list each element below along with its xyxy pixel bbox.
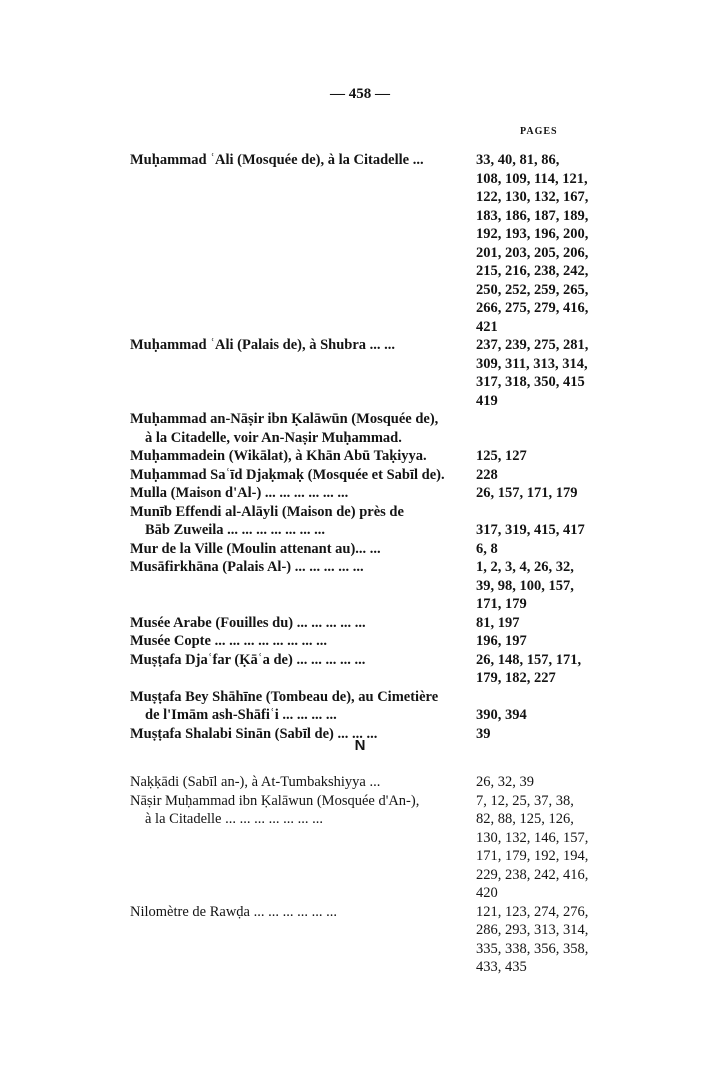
index-line (0, 170, 720, 189)
index-entry (0, 484, 720, 503)
index-page-refs: 196, 197 (476, 633, 527, 649)
index-entry (0, 792, 720, 903)
index-page-refs: 39, 98, 100, 157, (476, 577, 574, 594)
index-entry (0, 447, 720, 466)
index-term: Musée Copte ... ... ... ... ... ... ... ... (130, 633, 327, 649)
index-page-refs: 229, 238, 242, 416, (476, 866, 589, 883)
index-line (0, 503, 720, 522)
index-line (0, 706, 720, 725)
index-page-refs: 39 (476, 725, 491, 742)
index-page-refs: 26, 148, 157, 171, (476, 651, 582, 668)
index-term: Muḥammadein (Wikālat), à Khān Abū Taḳiyya. (130, 448, 427, 464)
index-term: Nilomètre de Rawḍa ... ... ... ... ... ... (130, 903, 337, 920)
index-page-refs: 82, 88, 125, 126, (476, 811, 574, 827)
index-line (0, 429, 720, 448)
index-line (0, 632, 720, 651)
index-term: Musée Arabe (Fouilles du) ... ... ... ... ... (130, 614, 366, 631)
index-line (0, 262, 720, 281)
index-line (0, 466, 720, 485)
index-term: Nāṣir Muḥammad ibn Ḳalāwun (Mosquée d'An-), (130, 792, 420, 809)
index-page-refs: 1, 2, 3, 4, 26, 32, (476, 559, 574, 575)
index-term: à la Citadelle, voir An-Naṣir Muḥammad. (145, 429, 402, 446)
index-line (0, 829, 720, 848)
index-line (0, 651, 720, 670)
index-entry (0, 540, 720, 559)
index-line (0, 940, 720, 959)
pages-column-header: PAGES (520, 126, 558, 137)
index-page-refs: 228 (476, 466, 498, 483)
index-line (0, 669, 720, 688)
index-line (0, 558, 720, 577)
index-line (0, 884, 720, 903)
index-line (0, 336, 720, 355)
index-line (0, 792, 720, 811)
index-page-refs: 237, 239, 275, 281, (476, 337, 589, 353)
index-entry (0, 773, 720, 792)
index-line (0, 921, 720, 940)
index-page-refs: 108, 109, 114, 121, (476, 170, 588, 187)
index-entry (0, 688, 720, 725)
index-term: Bāb Zuweila ... ... ... ... ... ... ... (145, 522, 326, 538)
index-line (0, 447, 720, 466)
index-line (0, 392, 720, 411)
index-page-refs: 317, 319, 415, 417 (476, 522, 585, 538)
index-line (0, 903, 720, 922)
index-page-refs: 183, 186, 187, 189, (476, 207, 589, 224)
index-page-refs: 6, 8 (476, 540, 498, 557)
index-term: à la Citadelle ... ... ... ... ... ... ... (145, 811, 323, 827)
index-entry (0, 614, 720, 633)
index-page-refs: 419 (476, 392, 498, 409)
index-term: Muṣṭafa Djaʿfar (Ḳāʿa de) ... ... ... ... ... (130, 651, 366, 668)
index-entry (0, 151, 720, 336)
index-page-refs: 179, 182, 227 (476, 670, 556, 686)
index-line (0, 299, 720, 318)
index-line (0, 595, 720, 614)
index-line (0, 614, 720, 633)
index-line (0, 521, 720, 540)
index-page-refs: 7, 12, 25, 37, 38, (476, 792, 574, 809)
section-letter-n: N (354, 737, 366, 754)
index-line (0, 207, 720, 226)
index-entry (0, 336, 720, 410)
index-entry (0, 503, 720, 540)
index-term: Mur de la Ville (Moulin attenant au)... ... (130, 540, 381, 557)
index-term: Musāfirkhāna (Palais Al-) ... ... ... ... ... (130, 559, 364, 575)
index-entry (0, 903, 720, 977)
page-number: — 458 — (330, 86, 390, 102)
index-page-refs: 250, 252, 259, 265, (476, 281, 589, 298)
index-term: Muḥammad Saʿīd Djaḳmaḳ (Mosquée et Sabīl de). (130, 466, 445, 483)
index-page-refs: 286, 293, 313, 314, (476, 922, 589, 938)
index-line (0, 958, 720, 977)
index-page-refs: 125, 127 (476, 448, 527, 464)
index-line (0, 773, 720, 792)
index-page-refs: 26, 32, 39 (476, 774, 534, 790)
index-line (0, 318, 720, 337)
index-line (0, 244, 720, 263)
index-page-refs: 26, 157, 171, 179 (476, 485, 578, 501)
index-page-refs: 335, 338, 356, 358, (476, 940, 589, 957)
index-page-refs: 81, 197 (476, 614, 520, 631)
index-term: Muḥammad ʿAli (Palais de), à Shubra ... ... (130, 337, 396, 353)
index-line (0, 225, 720, 244)
index-page-refs: 121, 123, 274, 276, (476, 903, 589, 920)
index-line (0, 847, 720, 866)
index-page-refs: 33, 40, 81, 86, (476, 152, 560, 168)
index-entry (0, 558, 720, 614)
index-line (0, 373, 720, 392)
index-line (0, 355, 720, 374)
index-page-refs: 122, 130, 132, 167, (476, 189, 589, 205)
index-term: Munīb Effendi al-Alāyli (Maison de) près de (130, 503, 404, 520)
index-page-refs: 171, 179, 192, 194, (476, 848, 589, 864)
index-page-refs: 130, 132, 146, 157, (476, 829, 589, 846)
index-line (0, 540, 720, 559)
index-term: de l'Imām ash-Shāfiʿi ... ... ... ... (145, 707, 337, 723)
index-page-refs: 420 (476, 885, 498, 901)
index-term: Mulla (Maison d'Al-) ... ... ... ... ... ... (130, 485, 349, 501)
index-section-n (0, 773, 720, 977)
index-page-refs: 171, 179 (476, 596, 527, 612)
index-page-refs: 192, 193, 196, 200, (476, 226, 589, 242)
index-section-m (0, 151, 720, 743)
index-term: Muṣṭafa Shalabi Sinān (Sabīl de) ... ... ... (130, 725, 378, 742)
index-line (0, 866, 720, 885)
index-line (0, 484, 720, 503)
index-entry (0, 466, 720, 485)
index-page-refs: 390, 394 (476, 707, 527, 723)
index-line (0, 281, 720, 300)
index-entry (0, 651, 720, 688)
index-line (0, 810, 720, 829)
index-page-refs: 317, 318, 350, 415 (476, 374, 585, 390)
index-term: Muḥammad an-Nāṣir ibn Ḳalāwūn (Mosquée de), (130, 411, 439, 427)
index-line (0, 577, 720, 596)
index-term: Muḥammad ʿAli (Mosquée de), à la Citadelle ... (130, 152, 424, 168)
index-entry (0, 410, 720, 447)
index-line (0, 151, 720, 170)
index-page-refs: 433, 435 (476, 959, 527, 975)
index-page-refs: 309, 311, 313, 314, (476, 355, 588, 372)
index-page-refs: 215, 216, 238, 242, (476, 263, 589, 279)
index-page-refs: 266, 275, 279, 416, (476, 300, 589, 316)
index-line (0, 688, 720, 707)
index-page-refs: 421 (476, 318, 498, 335)
index-term: Naḳḳādi (Sabīl an-), à At-Tumbakshiyya ... (130, 774, 381, 790)
index-entry (0, 632, 720, 651)
index-line (0, 188, 720, 207)
index-page-refs: 201, 203, 205, 206, (476, 244, 589, 261)
index-term: Muṣṭafa Bey Shāhīne (Tombeau de), au Cimetière (130, 688, 439, 705)
index-line (0, 410, 720, 429)
